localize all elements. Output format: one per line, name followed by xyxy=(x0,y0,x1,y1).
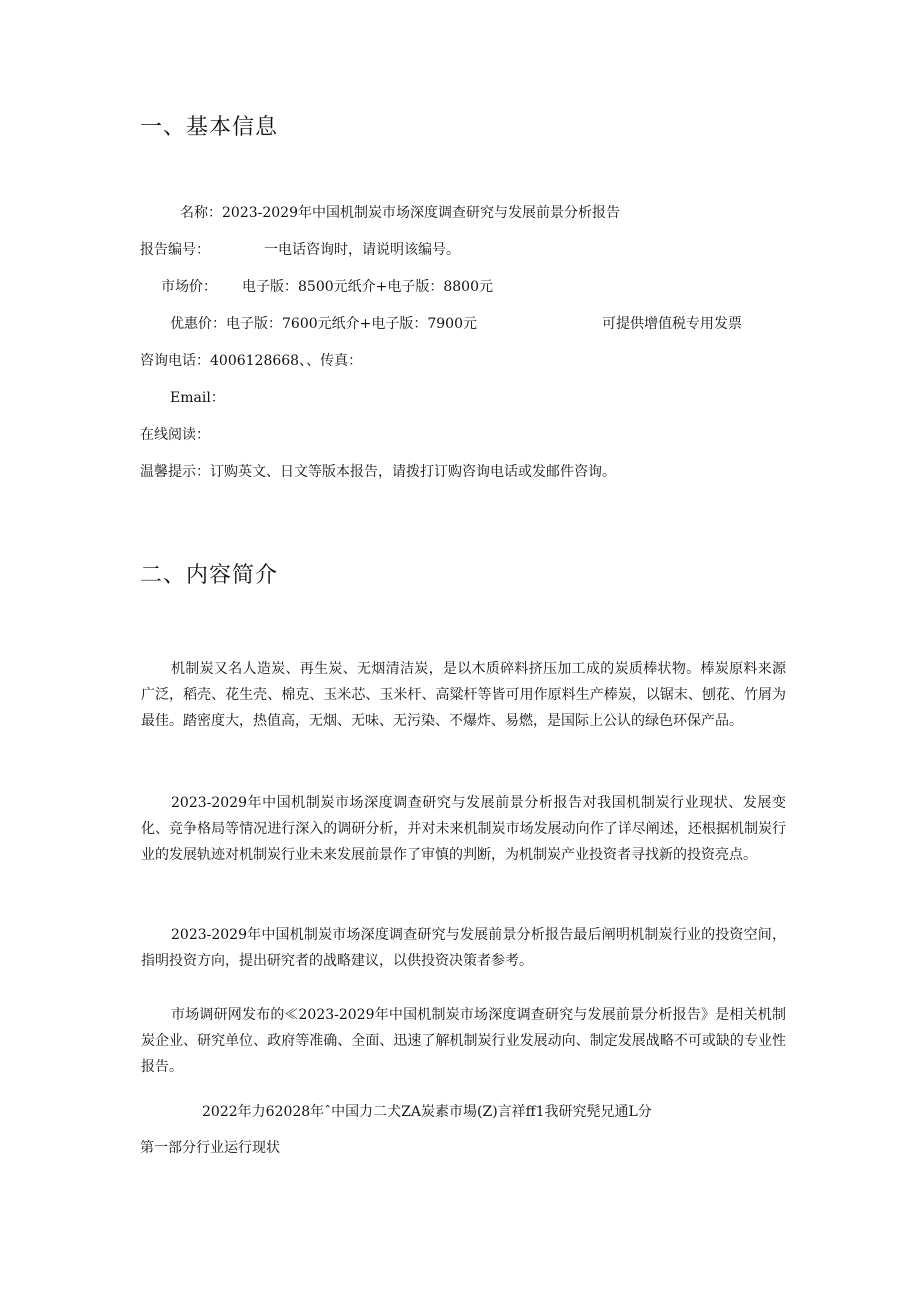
tip-line: 温馨提示：订购英文、日文等版本报告，请拨打订购咨询电话或发邮件咨询。 xyxy=(140,464,616,480)
toc-part-1: 第一部分行业运行现状 xyxy=(140,1140,280,1156)
report-name-line: 名称：2023-2029年中国机制炭市场深度调查研究与发展前景分析报告 xyxy=(180,205,620,221)
discount-price-line: 优惠价：电子版：7600元纸介+电子版：7900元 xyxy=(170,316,477,332)
email-label: Email： xyxy=(170,390,225,406)
intro-paragraph-1: 机制炭又名人造炭、再生炭、无烟清洁炭，是以木质碎料挤压加工成的炭质棒状物。棒炭原料来源广泛，稻壳、花生壳、棉克、玉米芯、玉米杆、高粱杆等皆可用作原料生产棒炭，以锯末、刨花、竹屑为最佳。踏密度大，热值高，无烟、无味、无污染、不爆炸、易燃，是国际上公认的绿色环保产品。 xyxy=(141,661,786,729)
toc-title: 2022年力62028年ˆ中国力二犬ZA炭素市場(Z)言祥ff1我研究髡兄通L分 xyxy=(202,1104,652,1120)
phone-fax-line: 咨询电话：4006128668、、传真： xyxy=(140,353,363,369)
intro-paragraph-4: 市场调研网发布的≪2023-2029年中国机制炭市场深度调查研究与发展前景分析报告》是相关机制炭企业、研究单位、政府等准确、全面、迅速了解机制炭行业发展动向、制定发展战略不可或缺的专业性报告。 xyxy=(141,1007,786,1075)
section-title-content-intro: 二、内容简介 xyxy=(140,563,279,588)
intro-paragraph-2: 2023-2029年中国机制炭市场深度调查研究与发展前景分析报告对我国机制炭行业现状、发展变化、竞争格局等情况进行深入的调研分析，并对未来机制炭市场发展动向作了详尽阐述，还根据机制炭行业的发展轨迹对机制炭行业未来发展前景作了审慎的判断，为机制炭产业投资者寻找新的投资亮点。 xyxy=(141,795,786,863)
invoice-note: 可提供增值税专用发票 xyxy=(602,316,742,332)
market-price-label: 市场价： xyxy=(161,279,217,295)
report-code-text: 一电话咨询时，请说明该编号。 xyxy=(264,242,460,258)
intro-paragraph-3: 2023-2029年中国机制炭市场深度调查研究与发展前景分析报告最后阐明机制炭行业的投资空间，指明投资方向，提出研究者的战略建议，以供投资决策者参考。 xyxy=(141,927,786,969)
section-title-basic-info: 一、基本信息 xyxy=(140,115,279,140)
online-reading-label: 在线阅读： xyxy=(140,427,210,443)
report-code-label: 报告编号： xyxy=(140,242,210,258)
market-price-text: 电子版：8500元纸介+电子版：8800元 xyxy=(242,279,493,295)
